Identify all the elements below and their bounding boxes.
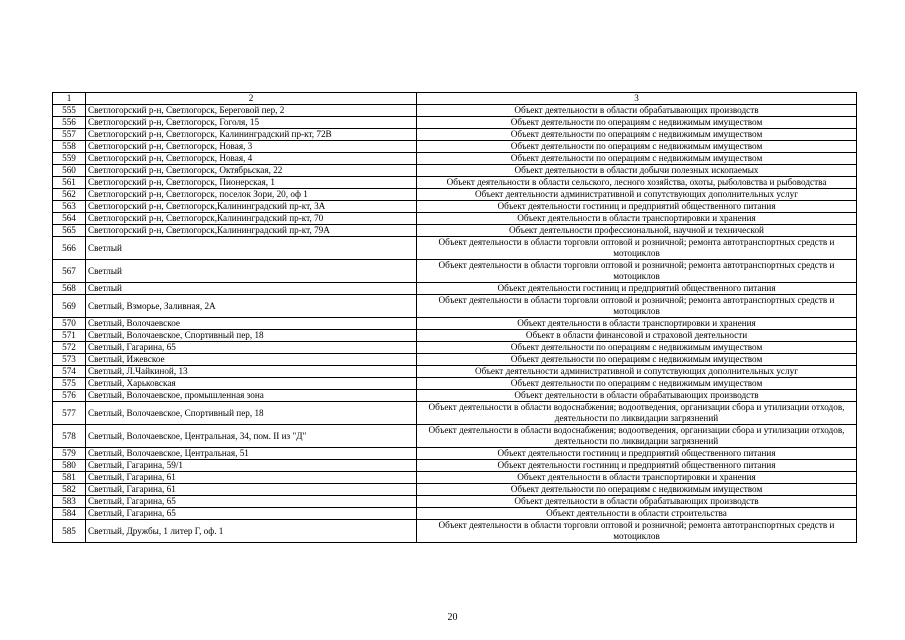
table-header-row (53, 93, 857, 105)
row-object-type: Объект деятельности гостиниц и предприятий общественного питания (417, 201, 857, 213)
table-row (53, 283, 857, 295)
row-number: 578 (53, 425, 86, 448)
row-number: 583 (53, 496, 86, 508)
row-number: 561 (53, 177, 86, 189)
row-object-type: Объект деятельности в области транспортировки и хранения (417, 318, 857, 330)
row-number: 567 (53, 260, 86, 283)
row-address: Светлый (86, 260, 417, 283)
table-row (53, 141, 857, 153)
row-number: 557 (53, 129, 86, 141)
header-col-2: 2 (86, 93, 417, 105)
table-row (53, 402, 857, 425)
row-object-type: Объект деятельности административной и сопутствующих дополнительных услуг (417, 189, 857, 201)
row-object-type: Объект деятельности в области обрабатывающих производств (417, 390, 857, 402)
row-address: Светлый, Волочаевское (86, 318, 417, 330)
row-object-type: Объект деятельности в области водоснабжения; водоотведения, организации сбора и утилизации отходов, деятельности по ликвидации загрязнений (417, 425, 857, 448)
row-object-type: Объект деятельности в области торговли оптовой и розничной; ремонта автотранспортных средств и мотоциклов (417, 295, 857, 318)
row-address: Светлогорский р-н, Светлогорск, Береговой пер, 2 (86, 105, 417, 117)
row-number: 564 (53, 213, 86, 225)
registry-table (52, 92, 857, 543)
row-object-type: Объект деятельности по операциям с недвижимым имуществом (417, 129, 857, 141)
row-object-type: Объект деятельности по операциям с недвижимым имуществом (417, 141, 857, 153)
row-object-type: Объект деятельности в области обрабатывающих производств (417, 105, 857, 117)
row-address: Светлый, Волочаевское, промышленная зона (86, 390, 417, 402)
row-address: Светлый, Гагарина, 65 (86, 508, 417, 520)
row-address: Светлогорский р-н, Светлогорск,Калининградский пр-кт, 70 (86, 213, 417, 225)
row-number: 584 (53, 508, 86, 520)
row-address: Светлый, Гагарина, 65 (86, 496, 417, 508)
row-object-type: Объект деятельности в области транспортировки и хранения (417, 472, 857, 484)
table-row (53, 425, 857, 448)
row-number: 560 (53, 165, 86, 177)
table-row (53, 225, 857, 237)
table-row (53, 496, 857, 508)
table-row (53, 177, 857, 189)
table-row (53, 508, 857, 520)
row-number: 579 (53, 448, 86, 460)
row-object-type: Объект деятельности гостиниц и предприятий общественного питания (417, 448, 857, 460)
table-row (53, 260, 857, 283)
row-address: Светлый (86, 283, 417, 295)
row-object-type: Объект в области финансовой и страховой деятельности (417, 330, 857, 342)
row-object-type: Объект деятельности по операциям с недвижимым имуществом (417, 342, 857, 354)
row-number: 570 (53, 318, 86, 330)
table-row (53, 213, 857, 225)
row-address: Светлый, Гагарина, 65 (86, 342, 417, 354)
table-row (53, 342, 857, 354)
row-address: Светлый, Волочаевское, Центральная, 51 (86, 448, 417, 460)
header-col-3: 3 (417, 93, 857, 105)
row-object-type: Объект деятельности гостиниц и предприятий общественного питания (417, 460, 857, 472)
row-address: Светлогорский р-н, Светлогорск,Калининградский пр-кт, 79А (86, 225, 417, 237)
row-object-type: Объект деятельности гостиниц и предприятий общественного питания (417, 283, 857, 295)
table-row (53, 354, 857, 366)
table-row (53, 390, 857, 402)
row-object-type: Объект деятельности профессиональной, научной и технической (417, 225, 857, 237)
row-number: 565 (53, 225, 86, 237)
table-row (53, 237, 857, 260)
row-address: Светлогорский р-н, Светлогорск,Калининградский пр-кт, 3А (86, 201, 417, 213)
row-number: 572 (53, 342, 86, 354)
row-number: 573 (53, 354, 86, 366)
row-address: Светлый, Ижевское (86, 354, 417, 366)
row-number: 556 (53, 117, 86, 129)
table-row (53, 318, 857, 330)
table-row (53, 201, 857, 213)
row-object-type: Объект деятельности в области строительства (417, 508, 857, 520)
row-address: Светлогорский р-н, Светлогорск, поселок Зори, 20, оф 1 (86, 189, 417, 201)
row-number: 580 (53, 460, 86, 472)
row-number: 555 (53, 105, 86, 117)
row-address: Светлый, Гагарина, 61 (86, 472, 417, 484)
row-number: 574 (53, 366, 86, 378)
row-address: Светлый, Гагарина, 61 (86, 484, 417, 496)
row-address: Светлый, Дружбы, 1 литер Г, оф. 1 (86, 520, 417, 543)
row-address: Светлогорский р-н, Светлогорск, Калининградский пр-кт, 72В (86, 129, 417, 141)
row-number: 566 (53, 237, 86, 260)
table-row (53, 153, 857, 165)
table-row (53, 165, 857, 177)
row-address: Светлый (86, 237, 417, 260)
row-object-type: Объект деятельности административной и сопутствующих дополнительных услуг (417, 366, 857, 378)
row-object-type: Объект деятельности в области добычи полезных ископаемых (417, 165, 857, 177)
row-number: 581 (53, 472, 86, 484)
row-object-type: Объект деятельности в области обрабатывающих производств (417, 496, 857, 508)
table-row (53, 105, 857, 117)
row-object-type: Объект деятельности по операциям с недвижимым имуществом (417, 354, 857, 366)
row-object-type: Объект деятельности в области торговли оптовой и розничной; ремонта автотранспортных средств и мотоциклов (417, 520, 857, 543)
table-row (53, 117, 857, 129)
row-number: 576 (53, 390, 86, 402)
row-address: Светлогорский р-н, Светлогорск, Пионерская, 1 (86, 177, 417, 189)
table-row (53, 295, 857, 318)
row-address: Светлогорский р-н, Светлогорск, Октябрьская, 22 (86, 165, 417, 177)
row-address: Светлогорский р-н, Светлогорск, Гоголя, 15 (86, 117, 417, 129)
row-object-type: Объект деятельности по операциям с недвижимым имуществом (417, 117, 857, 129)
row-number: 571 (53, 330, 86, 342)
table-row (53, 129, 857, 141)
row-number: 568 (53, 283, 86, 295)
row-address: Светлый, Волочаевское, Центральная, 34, пом. II из "Д" (86, 425, 417, 448)
row-number: 577 (53, 402, 86, 425)
row-address: Светлый, Л.Чайкиной, 13 (86, 366, 417, 378)
row-object-type: Объект деятельности по операциям с недвижимым имуществом (417, 484, 857, 496)
row-object-type: Объект деятельности в области торговли оптовой и розничной; ремонта автотранспортных средств и мотоциклов (417, 260, 857, 283)
row-number: 558 (53, 141, 86, 153)
table-row (53, 448, 857, 460)
row-number: 582 (53, 484, 86, 496)
table-row (53, 366, 857, 378)
table-row (53, 520, 857, 543)
table-row (53, 484, 857, 496)
row-address: Светлый, Взморье, Заливная, 2А (86, 295, 417, 318)
row-address: Светлый, Гагарина, 59/1 (86, 460, 417, 472)
table-row (53, 378, 857, 390)
table-row (53, 189, 857, 201)
table-row (53, 472, 857, 484)
row-address: Светлогорский р-н, Светлогорск, Новая, 3 (86, 141, 417, 153)
row-number: 559 (53, 153, 86, 165)
row-number: 563 (53, 201, 86, 213)
row-object-type: Объект деятельности в области транспортировки и хранения (417, 213, 857, 225)
table-row (53, 330, 857, 342)
row-object-type: Объект деятельности по операциям с недвижимым имуществом (417, 378, 857, 390)
row-number: 585 (53, 520, 86, 543)
row-number: 575 (53, 378, 86, 390)
row-number: 569 (53, 295, 86, 318)
row-object-type: Объект деятельности в области торговли оптовой и розничной; ремонта автотранспортных средств и мотоциклов (417, 237, 857, 260)
row-object-type: Объект деятельности в области водоснабжения; водоотведения, организации сбора и утилизации отходов, деятельности по ликвидации загрязнений (417, 402, 857, 425)
row-object-type: Объект деятельности по операциям с недвижимым имуществом (417, 153, 857, 165)
header-col-1: 1 (53, 93, 86, 105)
registry-table-body (53, 93, 857, 543)
row-object-type: Объект деятельности в области сельского, лесного хозяйства, охоты, рыболовства и рыбоводства (417, 177, 857, 189)
row-address: Светлый, Волочаевское, Спортивный пер, 18 (86, 402, 417, 425)
row-number: 562 (53, 189, 86, 201)
row-address: Светлый, Харьковская (86, 378, 417, 390)
table-row (53, 460, 857, 472)
page-number: 20 (447, 612, 458, 623)
row-address: Светлый, Волочаевское, Спортивный пер, 18 (86, 330, 417, 342)
row-address: Светлогорский р-н, Светлогорск, Новая, 4 (86, 153, 417, 165)
